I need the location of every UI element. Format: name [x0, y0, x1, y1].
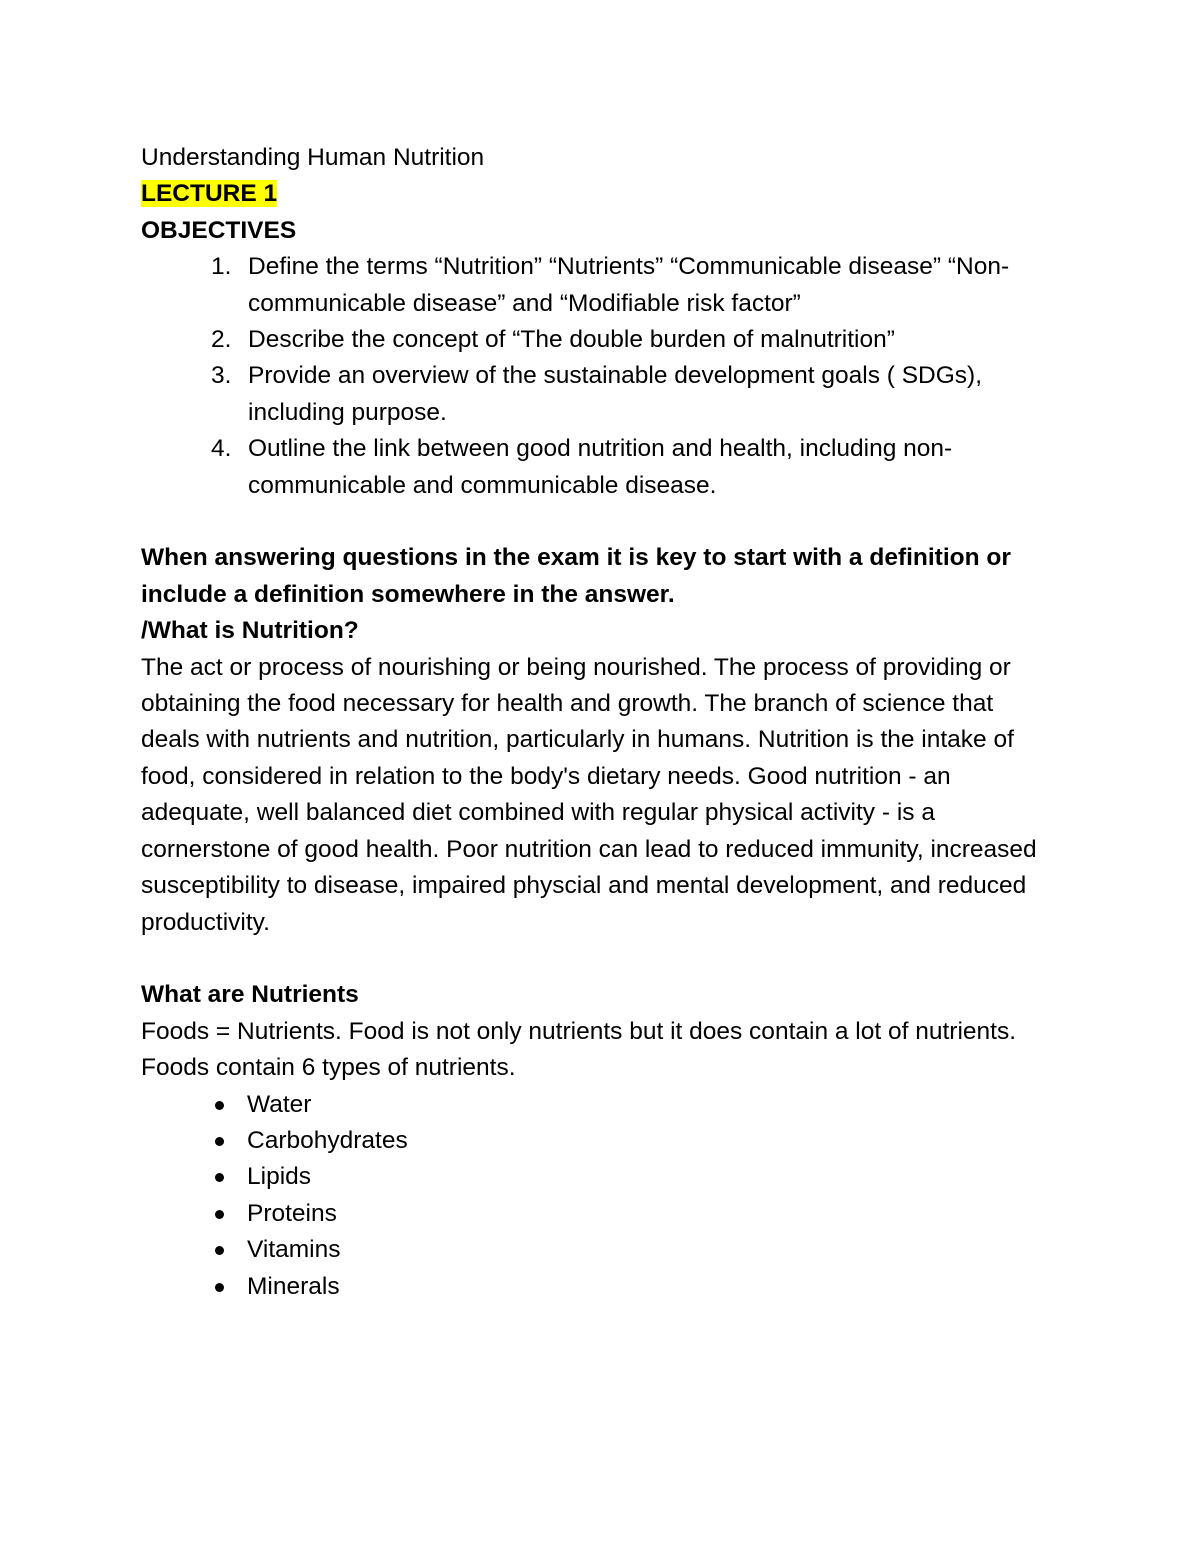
list-number: 4.	[211, 435, 232, 463]
list-item	[141, 1123, 1051, 1159]
list-item-text: Define the terms “Nutrition” “Nutrients” “Communicable disease” “Non-communicable disease” and “Modifiable risk factor”	[248, 253, 1010, 317]
document-title: Understanding Human Nutrition	[141, 144, 485, 171]
list-item	[141, 1232, 1051, 1268]
objectives-heading: OBJECTIVES	[141, 216, 297, 244]
list-item-text: Proteins	[247, 1199, 337, 1227]
list-item-text: Water	[247, 1090, 312, 1118]
list-item	[141, 322, 1051, 358]
list-number: 2.	[211, 326, 232, 354]
nutrients-heading: What are Nutrients	[141, 981, 359, 1009]
spacer	[141, 941, 1051, 977]
list-item	[141, 1196, 1051, 1232]
bullet-icon	[215, 1283, 224, 1292]
list-number: 3.	[211, 362, 232, 390]
bullet-icon	[215, 1210, 224, 1219]
nutrients-count: Foods contain 6 types of nutrients.	[141, 1054, 516, 1082]
list-item	[141, 431, 1051, 504]
list-item-text: Carbohydrates	[247, 1126, 408, 1154]
bullet-icon	[215, 1137, 224, 1146]
list-item-text: Provide an overview of the sustainable development goals ( SDGs), including purpose.	[248, 362, 983, 426]
bullet-icon	[215, 1101, 224, 1110]
document-page	[141, 140, 1051, 1305]
list-item	[141, 1087, 1051, 1123]
list-item	[141, 249, 1051, 322]
bullet-icon	[215, 1246, 224, 1255]
nutrition-definition: The act or process of nourishing or being nourished. The process of providing or obtaining the food necessary for health and growth. The branch of science that deals with nutrients and nutrition, particularly in humans. Nutrition is the intake of food, considered in relation to the body's dietary needs. Good nutrition - an adequate, well balanced diet combined with regular physical activity - is a cornerstone of good health. Poor nutrition can lead to reduced immunity, increased susceptibility to disease, impaired physcial and mental development, and reduced productivity.	[141, 653, 1037, 936]
list-item-text: Vitamins	[247, 1236, 341, 1264]
lecture-label	[141, 176, 1051, 212]
list-item-text: Describe the concept of “The double burden of malnutrition”	[248, 326, 895, 354]
nutrients-list	[141, 1087, 1051, 1305]
list-item-text: Outline the link between good nutrition and health, including non-communicable and communicable disease.	[248, 435, 953, 499]
list-item-text: Lipids	[247, 1163, 312, 1191]
list-item-text: Minerals	[247, 1272, 340, 1300]
list-item	[141, 1159, 1051, 1195]
list-item	[141, 358, 1051, 431]
objectives-list	[141, 249, 1051, 504]
list-number: 1.	[211, 253, 232, 281]
nutrients-intro: Foods = Nutrients. Food is not only nutrients but it does contain a lot of nutrients.	[141, 1017, 1017, 1045]
list-item	[141, 1269, 1051, 1305]
nutrition-heading: /What is Nutrition?	[141, 617, 359, 645]
lecture-highlight: LECTURE 1	[141, 180, 278, 208]
bullet-icon	[215, 1173, 224, 1182]
spacer	[141, 504, 1051, 540]
exam-note: When answering questions in the exam it is key to start with a definition or include a definition somewhere in the answer.	[141, 544, 1011, 608]
